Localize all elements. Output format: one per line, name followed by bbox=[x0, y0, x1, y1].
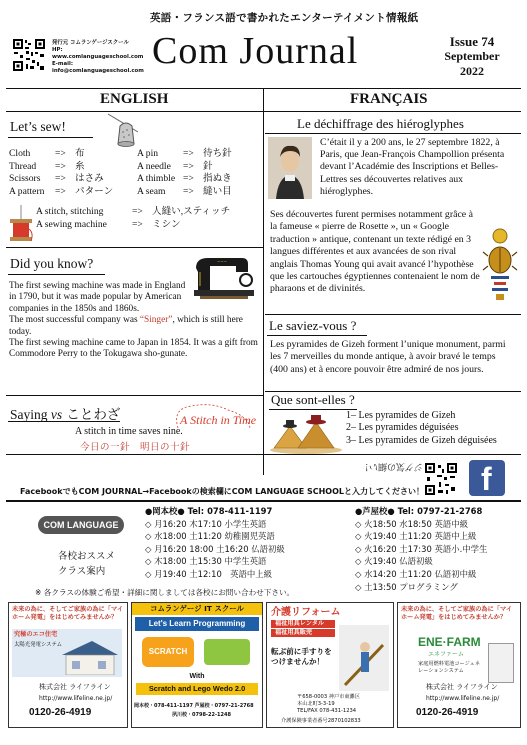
scratch-logo bbox=[142, 637, 194, 667]
vocab-en: A pattern bbox=[9, 185, 45, 197]
list-item: ◇ 土13:50 プログラミング bbox=[355, 581, 458, 592]
issue-month: September bbox=[444, 49, 500, 63]
qr-code-icon bbox=[12, 38, 46, 72]
ad-sub: 福祉用具レンタル bbox=[271, 620, 335, 628]
ene-farm-logo: ENE·FARM bbox=[418, 635, 481, 649]
ad-ene-farm[interactable] bbox=[397, 602, 521, 728]
ad-company: 株式会社 ライフライン bbox=[39, 683, 111, 691]
scarab-icon bbox=[482, 226, 518, 306]
vocab-arrow: => bbox=[132, 218, 143, 230]
vocab-en: A sewing machine bbox=[36, 218, 107, 230]
ad-care-reform[interactable] bbox=[266, 602, 394, 728]
list-item bbox=[36, 219, 230, 232]
list-item bbox=[9, 148, 113, 161]
hieroglyphes-title: Le déchiffrage des hiéroglyphes bbox=[297, 116, 464, 131]
que-sont-title: Que sont-elles ? bbox=[271, 392, 355, 407]
saying-vs: vs bbox=[50, 407, 63, 422]
saying-title-text: Saying bbox=[10, 407, 51, 422]
list-item: ◇ 火18:50 水18:50 英語中級 bbox=[355, 518, 468, 529]
journal-title: Com Journal bbox=[152, 30, 359, 72]
vocab-arrow: => bbox=[55, 185, 66, 197]
school-subtitle-2: クラス案内 bbox=[58, 566, 106, 577]
ashiya-schedule bbox=[355, 505, 487, 593]
list-item bbox=[9, 173, 113, 186]
list-item bbox=[137, 148, 232, 161]
ad-solar[interactable] bbox=[8, 602, 128, 728]
thread-spool-icon bbox=[8, 203, 34, 243]
french-heading: FRANÇAIS bbox=[350, 91, 428, 107]
ad-url: http://www.lifeline.ne.jp/ bbox=[426, 695, 500, 702]
saying-title bbox=[10, 403, 120, 423]
vocab-en: A pin bbox=[137, 148, 159, 159]
list-item: 3– Les pyramides de Gizeh déguisées bbox=[346, 434, 497, 446]
publisher-info bbox=[52, 40, 144, 75]
vocab-arrow: => bbox=[55, 148, 66, 159]
saying-en: A stitch in time saves nine. bbox=[75, 426, 183, 437]
list-item: ◇ 水14:20 土11:20 仏語初中級 bbox=[355, 568, 477, 579]
list-item: ◇ 月16:20 18:00 土16:20 仏語初級 bbox=[145, 543, 285, 554]
vocab-en: A thimble bbox=[137, 173, 176, 185]
ad-tel: TEL/FAX 078-431-1234 bbox=[297, 708, 357, 714]
hieroglyphes-p2: Ses découvertes furent permises notamment grâce à la fameuse « pierre de Rosette », un « Google traduction » antique, contenant un texte rédigé en 3 langues différentes et aux avancées de son rival anglais Thomas Young qui avait avancé l’hypothèse que les cartouches égyptiennes contenaient le nom de pharaons et de divinités. bbox=[270, 209, 480, 295]
ad-slogan: 転ぶ前に手すりをつけませんか！ bbox=[271, 647, 332, 666]
lets-sew-title: Let’s sew! bbox=[10, 119, 66, 134]
ad-sub: Scratch and Lego Wedo 2.0 bbox=[136, 683, 258, 695]
ad-banner: Let's Learn Programming bbox=[135, 617, 259, 631]
ad-head: 未来の為に、そしてご家族の為に「マイホーム発電」をはじめてみませんか？ bbox=[401, 606, 513, 621]
vocab-arrow: => bbox=[183, 148, 194, 159]
vocab-ja: 待ち針 bbox=[203, 148, 232, 159]
list-item: ◇ 火16:20 土17:30 英語小.中学生 bbox=[355, 543, 488, 554]
publisher-line: 発行元 コムランゲージスクール bbox=[52, 40, 129, 46]
list-item bbox=[36, 206, 230, 219]
vocab-ja: 指ぬき bbox=[203, 173, 232, 185]
list-item bbox=[9, 161, 113, 174]
champollion-portrait bbox=[268, 137, 312, 199]
ashiya-header: ●芦屋校● Tel: 0797-21-2768 bbox=[355, 506, 483, 516]
school-subtitle-1: 各校おススメ bbox=[58, 551, 116, 562]
vocab-en: A needle bbox=[137, 160, 171, 172]
ad-license: 介護保険事業者番号2870102833 bbox=[281, 718, 361, 724]
vocab-ja: 人縫い,スティッチ bbox=[152, 206, 231, 217]
vocab-ja: 布 bbox=[75, 148, 85, 159]
vocab-arrow: => bbox=[183, 160, 194, 172]
svg-text:~~~: ~~~ bbox=[217, 259, 228, 264]
fuel-cell-unit-icon bbox=[488, 643, 514, 683]
list-item: ◇ 木18:00 土15:30 中学生英語 bbox=[145, 556, 267, 567]
hieroglyphes-p1: C’était il y a 200 ans, le 27 septembre 1822, à Paris, que Jean-François Champollion présenta devant l’Académie des Inscriptions et Belles-Lettres ses découvertes relatives aux hiéroglyphes. bbox=[320, 137, 505, 197]
vocab-ja: ミシン bbox=[152, 218, 181, 230]
ad-addr: 本山北町3-3-19 bbox=[297, 701, 335, 707]
vocab-en: Thread bbox=[9, 160, 37, 172]
ad-company: 株式会社 ライフライン bbox=[426, 683, 498, 691]
list-item bbox=[137, 161, 232, 174]
qr-code-icon bbox=[424, 462, 458, 496]
vocab-arrow: => bbox=[55, 173, 66, 185]
ad-it-school[interactable] bbox=[131, 602, 263, 728]
paragraph-text: , which is still here today. bbox=[9, 315, 243, 337]
issue-info bbox=[432, 34, 512, 79]
paragraph-text: The most successful company was bbox=[9, 315, 140, 326]
list-item: ◇ 月16:20 木17:10 小学生英語 bbox=[145, 518, 267, 529]
publisher-line: E-mail: bbox=[52, 61, 74, 67]
vocab-arrow: => bbox=[183, 173, 194, 185]
did-you-know-text bbox=[9, 281, 259, 361]
vocab-arrow: => bbox=[55, 160, 66, 172]
vocab-ja: 針 bbox=[203, 160, 213, 172]
list-item bbox=[137, 173, 232, 186]
vocab-en: Cloth bbox=[9, 148, 31, 159]
did-you-know-p1: The first sewing machine was made in England in 1790, but it was made popular by American companies in the 1850s and 1860s. bbox=[9, 281, 186, 314]
vocab-ja: はさみ bbox=[75, 173, 104, 185]
vocab-ja: 糸 bbox=[75, 160, 85, 172]
singer-brand: “Singer” bbox=[139, 315, 173, 326]
issue-number: Issue 74 bbox=[449, 34, 495, 49]
ad-head: 未来の為に、そしてご家族の為に「マイホーム発電」をはじめてみませんか？ bbox=[12, 606, 124, 621]
list-item: ◇ 火19:40 仏語初級 bbox=[355, 556, 433, 567]
list-item bbox=[9, 186, 113, 199]
ad-desc: 家庭用燃料電池コージェネレーションシステム bbox=[418, 661, 481, 674]
list-item bbox=[137, 186, 232, 199]
ad-addr: 〒658-0003 神戸市東灘区 bbox=[297, 694, 360, 700]
list-item: ◇ 月19:40 土12:10 英語中上級 bbox=[145, 568, 273, 579]
facebook-line: FacebookでもCOM JOURNAL→Facebookの検索欄にCOM LANGUAGE SCHOOLと入力してください！ bbox=[20, 487, 424, 496]
stitch-art-text: A Stitch in Time bbox=[180, 413, 257, 427]
com-language-badge: COM LANGUAGE bbox=[38, 516, 124, 534]
ene-farm-sub: エネファーム bbox=[428, 651, 464, 658]
ad-tel: 0120-26-4919 bbox=[29, 707, 92, 718]
que-sont-list bbox=[346, 410, 497, 447]
vocab-arrow: => bbox=[183, 185, 194, 197]
vocab-left bbox=[9, 148, 113, 198]
school-note: ※ 各クラスの体験ご希望・詳細に関しましては各校にお問い合わせ下さい。 bbox=[35, 588, 295, 597]
lego-robot-icon bbox=[204, 639, 250, 665]
ad-head: 介護リフォーム bbox=[271, 607, 341, 618]
ad-with: With bbox=[189, 673, 205, 680]
ad-sub: 究極のエコ住宅 bbox=[14, 631, 58, 638]
vocab-ja: 縫い目 bbox=[203, 185, 232, 197]
vocab-en: A seam bbox=[137, 185, 166, 197]
saviez-vous-title: Le saviez-vous ? bbox=[269, 318, 357, 333]
ad-sub2: 太陽光発電システム bbox=[14, 642, 62, 648]
vocab-en: Scissors bbox=[9, 173, 41, 185]
saviez-vous-text: Les pyramides de Gizeh forment l’unique monument, parmi les 7 merveilles du monde antique, à avoir bravé le temps (400 ans) et à encore pouvoir être admiré de nos jours. bbox=[270, 339, 506, 375]
english-heading: ENGLISH bbox=[100, 91, 169, 107]
list-item: 1– Les pyramides de Gizeh bbox=[346, 410, 456, 421]
issue-year: 2022 bbox=[460, 64, 484, 78]
house-icon bbox=[58, 639, 120, 675]
list-item: 2– Les pyramides déguisées bbox=[346, 422, 459, 434]
ad-sub: 福祉用具販売 bbox=[271, 629, 335, 637]
facebook-icon[interactable]: f bbox=[469, 460, 505, 496]
ad-url: http://www.lifeline.ne.jp/ bbox=[39, 695, 113, 702]
publisher-line: HP: bbox=[52, 47, 63, 53]
list-item: ◇ 火19:40 土11:20 英語中上級 bbox=[355, 531, 477, 542]
scratch-logo-text: SCRATCH bbox=[148, 647, 188, 656]
okamoto-schedule bbox=[145, 505, 285, 581]
okamoto-header: ●岡本校● Tel: 078-411-1197 bbox=[145, 506, 273, 516]
vocab-arrow: => bbox=[132, 206, 143, 217]
handrail-icon bbox=[339, 625, 389, 691]
did-you-know-p2 bbox=[9, 315, 259, 338]
vocab-en: A stitch, stitching bbox=[36, 206, 104, 217]
ad-tel: 岡本校・078-411-1197 芦屋校・0797-21-2768 bbox=[134, 703, 254, 709]
publisher-line: info@comlanguageschool.com bbox=[52, 68, 144, 74]
saying-title-ja: ことわざ bbox=[62, 407, 121, 423]
tagline: 英語・フランス語で書かれたエンターテイメント情報紙 bbox=[150, 12, 419, 24]
did-you-know-title: Did you know? bbox=[10, 256, 94, 271]
mirrored-answer-note: ジグ気の細い！ bbox=[360, 461, 423, 471]
pyramids-icon bbox=[268, 410, 344, 454]
vocab-right bbox=[137, 148, 232, 198]
ad-tel: 夙川校・0798-22-1248 bbox=[172, 712, 231, 718]
vocab-ja: パターン bbox=[75, 185, 114, 197]
ad-tel: 0120-26-4919 bbox=[416, 707, 479, 718]
did-you-know-p3: The first sewing machine came to Japan in 1854. It was a gift from Commodore Perry to the Tokugawa sho-gunate. bbox=[9, 338, 258, 360]
list-item: ◇ 水18:00 土11:20 幼稚園児英語 bbox=[145, 531, 275, 542]
ad-head: コムランゲージ IT スクール bbox=[132, 603, 262, 615]
publisher-line: www.comlanguageschool.com bbox=[52, 54, 144, 60]
saying-ja: 今日の一針 明日の十針 bbox=[80, 442, 191, 453]
thimble-icon bbox=[104, 112, 144, 148]
vocab-extra bbox=[36, 206, 230, 231]
